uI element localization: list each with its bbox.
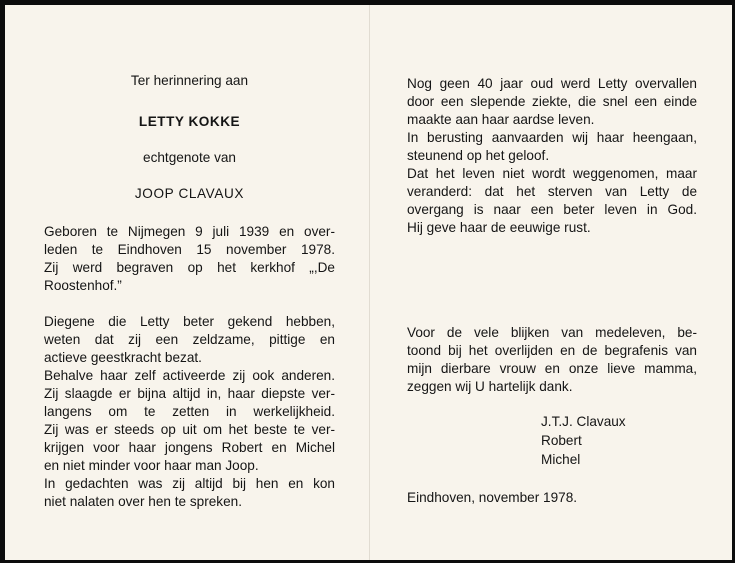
paragraph-line: Zij werd begraven op het kerkhof „,De: [44, 260, 335, 275]
relation-text: echtgenote van: [143, 150, 236, 165]
paragraph-line: weten dat zij een zeldzame, pittige en: [44, 332, 335, 347]
signature-name: Robert: [541, 433, 582, 448]
paragraph-line: actieve geestkracht bezat.: [44, 350, 202, 365]
paragraph-line: In gedachten was zij altijd bij hen en kon: [44, 476, 335, 491]
deceased-name: LETTY KOKKE: [138, 114, 241, 129]
paragraph-line: maakte aan haar aardse leven.: [407, 112, 595, 127]
signature-name: Michel: [541, 452, 581, 467]
paragraph-line: en niet minder voor haar man Joop.: [44, 458, 259, 473]
paragraph-line: Zij was er steeds op uit om het beste te ver-: [44, 422, 335, 437]
paragraph-line: Zij slaagde er bijna altijd in, haar diepste ver-: [44, 386, 335, 401]
paragraph-line: Dat het leven niet wordt weggenomen, maar: [407, 166, 697, 181]
paragraph-line: Nog geen 40 jaar oud werd Letty overvallen: [407, 76, 697, 91]
paragraph-line: veranderd: dat het sterven van Letty de: [407, 184, 697, 199]
paragraph-line: toond bij het overlijden en de begrafenis van: [407, 343, 697, 358]
signature-name: J.T.J. Clavaux: [541, 414, 626, 429]
paragraph-line: niet nalaten over hen te spreken.: [44, 494, 242, 509]
memorial-card: [5, 5, 732, 560]
paragraph-line: Voor de vele blijken van medeleven, be-: [407, 325, 697, 340]
fold-line: [369, 5, 370, 560]
place-date: Eindhoven, november 1978.: [407, 490, 578, 505]
paragraph-line: steunend op het geloof.: [407, 148, 550, 163]
intro-text: Ter herinnering aan: [130, 73, 249, 88]
paragraph-line: leden te Eindhoven 15 november 1978.: [44, 242, 335, 257]
paragraph-line: In berusting aanvaarden wij haar heengaan,: [407, 130, 697, 145]
paragraph-line: overgang is naar een beter leven in God.: [407, 202, 697, 217]
paragraph-line: zeggen wij U hartelijk dank.: [407, 379, 573, 394]
paragraph-line: Geboren te Nijmegen 9 juli 1939 en over-: [44, 224, 335, 239]
paragraph-line: Behalve haar zelf activeerde zij ook anderen.: [44, 368, 335, 383]
paragraph-line: Diegene die Letty beter gekend hebben,: [44, 314, 335, 329]
paragraph-line: Hij geve haar de eeuwige rust.: [407, 220, 591, 235]
paragraph-line: door een slepende ziekte, die snel een einde: [407, 94, 697, 109]
paragraph-line: Roostenhof.”: [44, 278, 122, 293]
paragraph-line: mijn dierbare vrouw en onze lieve mamma,: [407, 361, 697, 376]
spouse-name: JOOP CLAVAUX: [134, 186, 245, 201]
paragraph-line: langens om te zetten in werkelijkheid.: [44, 404, 335, 419]
paragraph-line: krijgen voor haar jongens Robert en Michel: [44, 440, 335, 455]
